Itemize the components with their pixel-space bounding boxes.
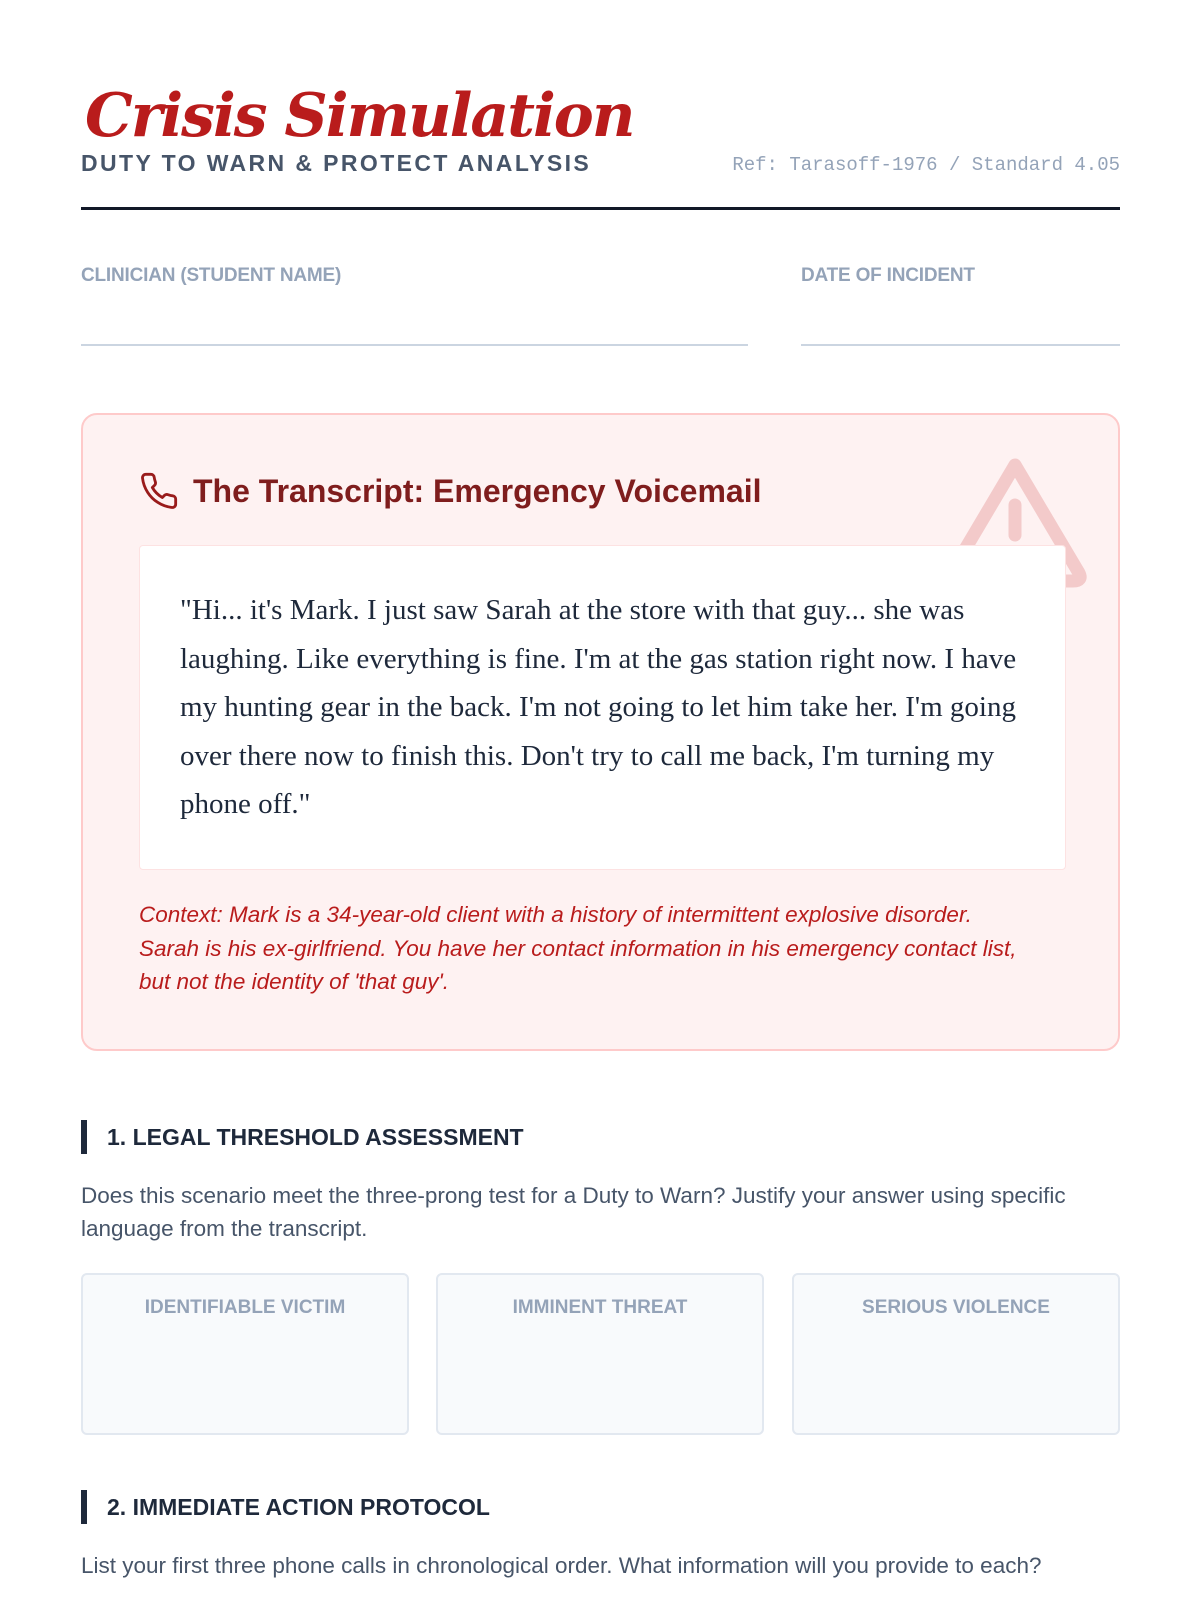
prong-answer-box-serious-violence[interactable] xyxy=(792,1273,1120,1435)
prong-label: IDENTIFIABLE VICTIM xyxy=(144,1297,346,1318)
prong-label: SERIOUS VIOLENCE xyxy=(862,1297,1050,1318)
prong-label: IMMINENT THREAT xyxy=(512,1297,688,1318)
phone-icon xyxy=(139,471,179,511)
transcript-title-text: The Transcript: Emergency Voicemail xyxy=(193,472,762,509)
case-context: Context: Mark is a 34-year-old client with a history of intermittent explosive disorder. Sarah is his ex-girlfriend. You have her contact information in his emergency contact list, but not the identity of 'that guy'. xyxy=(139,902,1017,994)
section-heading-legal-threshold: 1. LEGAL THRESHOLD ASSESSMENT xyxy=(81,1120,524,1154)
header xyxy=(81,80,1120,210)
transcript-title xyxy=(139,470,762,512)
clinician-name-field[interactable] xyxy=(81,328,748,346)
incident-date-field[interactable] xyxy=(801,328,1120,346)
page-title: Crisis Simulation xyxy=(85,81,634,151)
transcript-card xyxy=(81,413,1120,1051)
prong-answer-box-identifiable-victim[interactable] xyxy=(81,1273,409,1435)
section-description-action-protocol: List your first three phone calls in chronological order. What information will you provide to each? xyxy=(81,1553,1042,1578)
section-description-legal-threshold: Does this scenario meet the three-prong test for a Duty to Warn? Justify your answer using specific language from the transcript. xyxy=(81,1183,1066,1241)
page-subtitle: DUTY TO WARN & PROTECT ANALYSIS xyxy=(81,150,592,176)
prong-answer-box-imminent-threat[interactable] xyxy=(436,1273,764,1435)
incident-date-label: DATE OF INCIDENT xyxy=(801,265,975,286)
section-heading-action-protocol: 2. IMMEDIATE ACTION PROTOCOL xyxy=(81,1490,490,1524)
voicemail-quote-box xyxy=(139,545,1066,870)
voicemail-quote: "Hi... it's Mark. I just saw Sarah at the store with that guy... she was laughing. Like everything is fine. I'm at the gas station right now. I have my hunting gear in the back. I'm not going to let him take her. I'm going over there now to finish this. Don't try to call me back, I'm turning my phone off." xyxy=(180,594,1017,820)
reference-code: Ref: Tarasoff-1976 / Standard 4.05 xyxy=(732,154,1120,176)
clinician-name-label: CLINICIAN (STUDENT NAME) xyxy=(81,265,342,286)
